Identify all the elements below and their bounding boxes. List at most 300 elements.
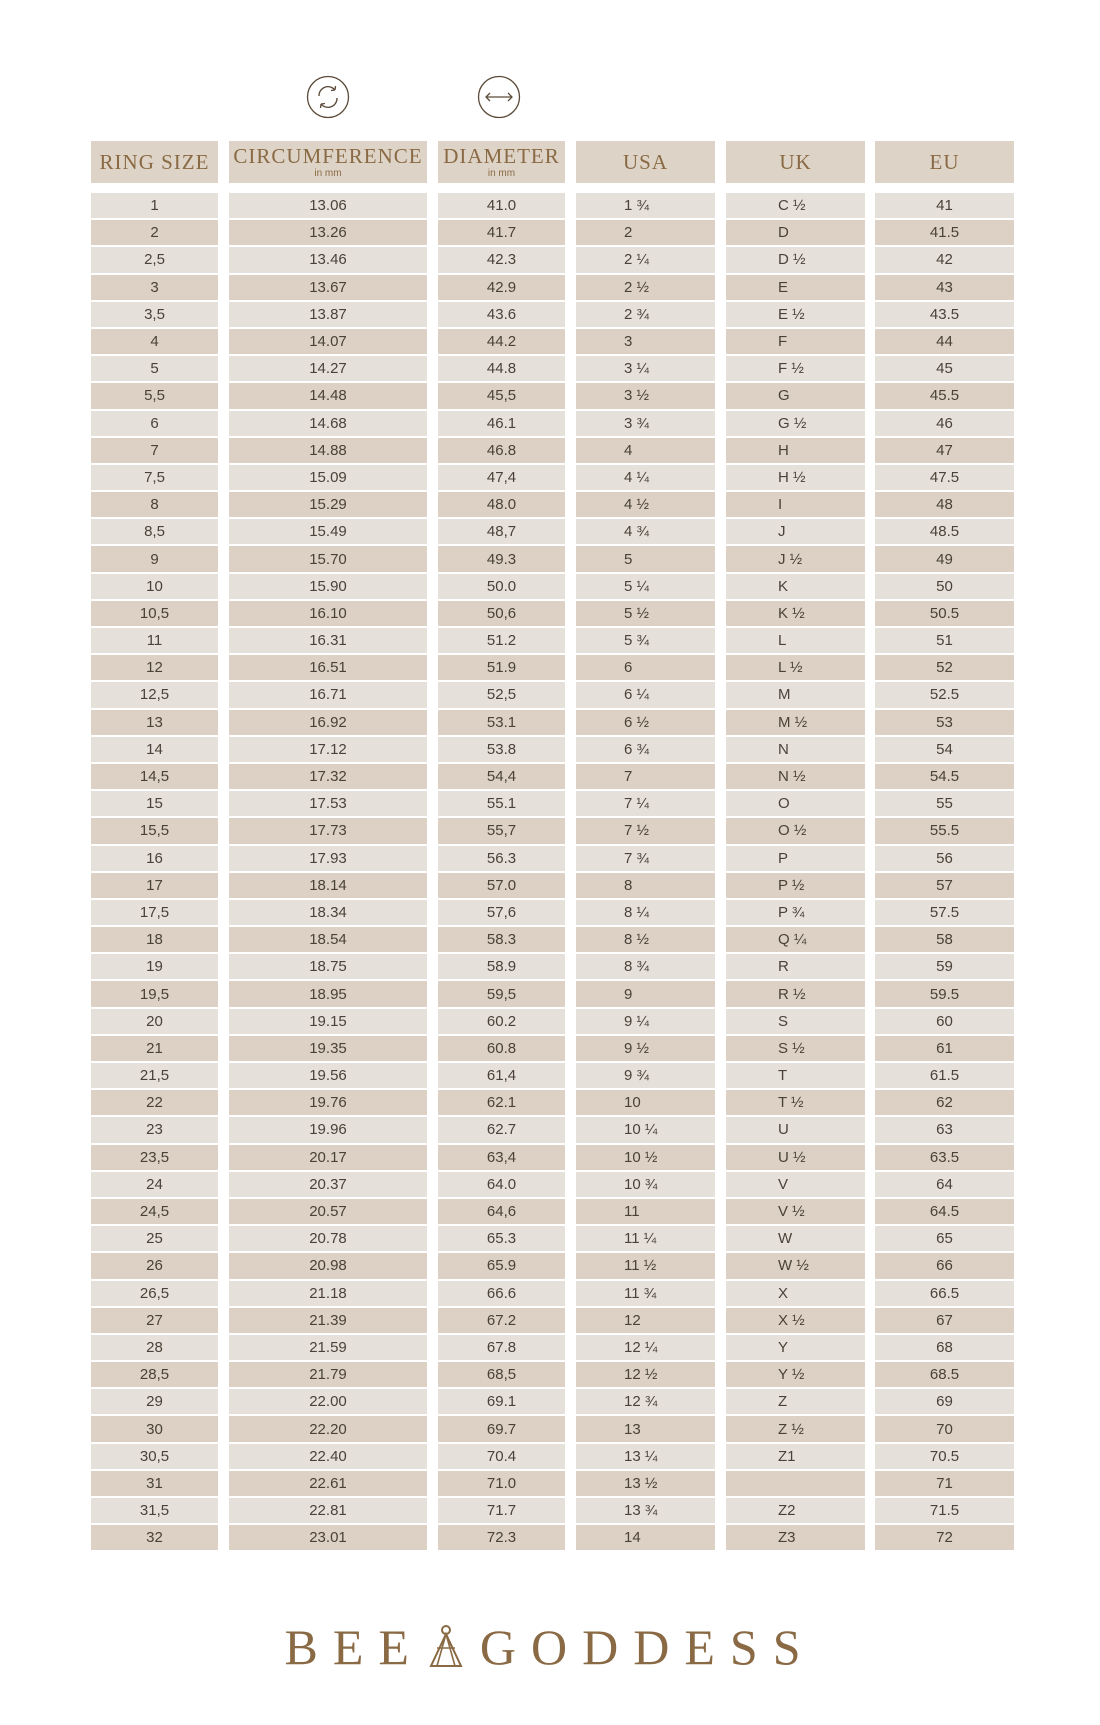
cell-uk: Z3 bbox=[726, 1525, 865, 1550]
cell-diam: 53.1 bbox=[438, 710, 565, 735]
cell-circ: 15.49 bbox=[229, 519, 427, 544]
header-label: CIRCUMFERENCE bbox=[233, 143, 423, 168]
cell-eu: 72 bbox=[875, 1525, 1014, 1550]
cell-diam: 41.0 bbox=[438, 193, 565, 218]
cell-size: 19 bbox=[91, 954, 218, 979]
column-circumference bbox=[229, 141, 427, 1552]
cell-usa: 3 ¾ bbox=[576, 411, 715, 436]
cell-uk: W bbox=[726, 1226, 865, 1251]
cell-uk: V bbox=[726, 1172, 865, 1197]
cell-uk: X ½ bbox=[726, 1308, 865, 1333]
cell-eu: 41.5 bbox=[875, 220, 1014, 245]
cell-circ: 21.18 bbox=[229, 1281, 427, 1306]
cell-circ: 16.31 bbox=[229, 628, 427, 653]
cell-usa: 2 ¾ bbox=[576, 302, 715, 327]
cell-diam: 51.9 bbox=[438, 655, 565, 680]
cell-usa: 6 ½ bbox=[576, 710, 715, 735]
cell-size: 28 bbox=[91, 1335, 218, 1360]
cell-usa: 8 ½ bbox=[576, 927, 715, 952]
cell-circ: 14.48 bbox=[229, 383, 427, 408]
cell-usa: 2 ¼ bbox=[576, 247, 715, 272]
cell-size: 16 bbox=[91, 846, 218, 871]
cell-eu: 45.5 bbox=[875, 383, 1014, 408]
cell-usa: 5 ¾ bbox=[576, 628, 715, 653]
cell-diam: 54,4 bbox=[438, 764, 565, 789]
cell-circ: 19.35 bbox=[229, 1036, 427, 1061]
cell-size: 6 bbox=[91, 411, 218, 436]
cell-eu: 66 bbox=[875, 1253, 1014, 1278]
cell-size: 17 bbox=[91, 873, 218, 898]
cell-circ: 13.67 bbox=[229, 275, 427, 300]
cell-diam: 42.3 bbox=[438, 247, 565, 272]
cell-uk: H bbox=[726, 438, 865, 463]
cell-size: 3,5 bbox=[91, 302, 218, 327]
cell-uk: H ½ bbox=[726, 465, 865, 490]
cell-size: 1 bbox=[91, 193, 218, 218]
cell-uk: N bbox=[726, 737, 865, 762]
cell-size: 26,5 bbox=[91, 1281, 218, 1306]
cell-uk: Z ½ bbox=[726, 1416, 865, 1441]
cell-diam: 43.6 bbox=[438, 302, 565, 327]
cell-eu: 54.5 bbox=[875, 764, 1014, 789]
cell-circ: 16.51 bbox=[229, 655, 427, 680]
cell-usa: 5 bbox=[576, 546, 715, 571]
cell-uk: T ½ bbox=[726, 1090, 865, 1115]
cell-uk: V ½ bbox=[726, 1199, 865, 1224]
cell-diam: 48,7 bbox=[438, 519, 565, 544]
cell-usa: 8 ¼ bbox=[576, 900, 715, 925]
cell-size: 14,5 bbox=[91, 764, 218, 789]
cell-eu: 45 bbox=[875, 356, 1014, 381]
cell-eu: 42 bbox=[875, 247, 1014, 272]
cell-size: 30,5 bbox=[91, 1444, 218, 1469]
cell-diam: 55.1 bbox=[438, 791, 565, 816]
cell-diam: 67.8 bbox=[438, 1335, 565, 1360]
cell-usa: 12 bbox=[576, 1308, 715, 1333]
cell-diam: 65.3 bbox=[438, 1226, 565, 1251]
cell-uk: Y bbox=[726, 1335, 865, 1360]
cell-circ: 16.92 bbox=[229, 710, 427, 735]
cell-size: 2 bbox=[91, 220, 218, 245]
cell-circ: 19.76 bbox=[229, 1090, 427, 1115]
cell-eu: 62 bbox=[875, 1090, 1014, 1115]
brand-word-right: GODDESS bbox=[479, 1619, 816, 1675]
header-unit: in mm bbox=[487, 167, 516, 179]
horizontal-double-arrow-icon bbox=[477, 75, 521, 119]
cell-usa: 11 bbox=[576, 1199, 715, 1224]
cell-usa: 6 bbox=[576, 655, 715, 680]
cell-diam: 51.2 bbox=[438, 628, 565, 653]
cell-diam: 48.0 bbox=[438, 492, 565, 517]
cell-uk: Y ½ bbox=[726, 1362, 865, 1387]
cell-diam: 44.2 bbox=[438, 329, 565, 354]
cell-eu: 64.5 bbox=[875, 1199, 1014, 1224]
cell-uk: T bbox=[726, 1063, 865, 1088]
cell-uk: K bbox=[726, 574, 865, 599]
cell-circ: 22.40 bbox=[229, 1444, 427, 1469]
cell-uk: R bbox=[726, 954, 865, 979]
cell-usa: 8 ¾ bbox=[576, 954, 715, 979]
cell-usa: 9 bbox=[576, 981, 715, 1006]
cell-size: 32 bbox=[91, 1525, 218, 1550]
cell-eu: 61.5 bbox=[875, 1063, 1014, 1088]
cell-size: 4 bbox=[91, 329, 218, 354]
cell-uk: O bbox=[726, 791, 865, 816]
cell-size: 27 bbox=[91, 1308, 218, 1333]
cell-circ: 15.29 bbox=[229, 492, 427, 517]
cell-usa: 10 ½ bbox=[576, 1145, 715, 1170]
cell-uk: X bbox=[726, 1281, 865, 1306]
cell-diam: 59,5 bbox=[438, 981, 565, 1006]
cell-diam: 50.0 bbox=[438, 574, 565, 599]
cell-uk bbox=[726, 1471, 865, 1496]
cell-diam: 64,6 bbox=[438, 1199, 565, 1224]
cell-eu: 65 bbox=[875, 1226, 1014, 1251]
cell-eu: 47 bbox=[875, 438, 1014, 463]
cell-diam: 69.1 bbox=[438, 1389, 565, 1414]
cell-diam: 49.3 bbox=[438, 546, 565, 571]
header-label: USA bbox=[622, 149, 668, 174]
cell-eu: 63 bbox=[875, 1117, 1014, 1142]
cell-uk: U bbox=[726, 1117, 865, 1142]
cell-usa: 4 ¾ bbox=[576, 519, 715, 544]
cell-size: 2,5 bbox=[91, 247, 218, 272]
cell-size: 26 bbox=[91, 1253, 218, 1278]
cell-diam: 72.3 bbox=[438, 1525, 565, 1550]
cell-usa: 5 ½ bbox=[576, 601, 715, 626]
column-diameter bbox=[438, 141, 565, 1552]
cell-circ: 14.68 bbox=[229, 411, 427, 436]
cell-usa: 11 ¼ bbox=[576, 1226, 715, 1251]
cell-eu: 69 bbox=[875, 1389, 1014, 1414]
cell-circ: 21.59 bbox=[229, 1335, 427, 1360]
cell-circ: 19.56 bbox=[229, 1063, 427, 1088]
cell-circ: 15.90 bbox=[229, 574, 427, 599]
cell-size: 7,5 bbox=[91, 465, 218, 490]
cell-circ: 20.98 bbox=[229, 1253, 427, 1278]
cell-eu: 52 bbox=[875, 655, 1014, 680]
cell-usa: 9 ½ bbox=[576, 1036, 715, 1061]
cell-size: 21 bbox=[91, 1036, 218, 1061]
column-uk bbox=[726, 141, 865, 1552]
cell-size: 10,5 bbox=[91, 601, 218, 626]
cell-circ: 22.20 bbox=[229, 1416, 427, 1441]
cell-diam: 42.9 bbox=[438, 275, 565, 300]
header-label: EU bbox=[929, 149, 960, 174]
cell-diam: 63,4 bbox=[438, 1145, 565, 1170]
cell-size: 23,5 bbox=[91, 1145, 218, 1170]
header-label: RING SIZE bbox=[99, 149, 210, 174]
cell-uk: O ½ bbox=[726, 818, 865, 843]
cell-eu: 63.5 bbox=[875, 1145, 1014, 1170]
cell-size: 20 bbox=[91, 1009, 218, 1034]
brand-word-left: BEE bbox=[284, 1619, 424, 1675]
cell-diam: 41.7 bbox=[438, 220, 565, 245]
cell-usa: 12 ¾ bbox=[576, 1389, 715, 1414]
cell-usa: 9 ¼ bbox=[576, 1009, 715, 1034]
header-usa bbox=[576, 141, 715, 183]
cell-usa: 13 ¼ bbox=[576, 1444, 715, 1469]
cell-diam: 57,6 bbox=[438, 900, 565, 925]
cell-diam: 62.7 bbox=[438, 1117, 565, 1142]
cell-diam: 58.9 bbox=[438, 954, 565, 979]
cell-usa: 9 ¾ bbox=[576, 1063, 715, 1088]
cell-eu: 60 bbox=[875, 1009, 1014, 1034]
cell-eu: 43 bbox=[875, 275, 1014, 300]
cell-circ: 17.53 bbox=[229, 791, 427, 816]
cell-diam: 58.3 bbox=[438, 927, 565, 952]
cell-uk: M ½ bbox=[726, 710, 865, 735]
cell-uk: D bbox=[726, 220, 865, 245]
cell-uk: S bbox=[726, 1009, 865, 1034]
cell-circ: 17.12 bbox=[229, 737, 427, 762]
cell-usa: 1 ¾ bbox=[576, 193, 715, 218]
cell-circ: 22.81 bbox=[229, 1498, 427, 1523]
header-ring-size bbox=[91, 141, 218, 183]
cell-usa: 4 bbox=[576, 438, 715, 463]
cell-circ: 16.10 bbox=[229, 601, 427, 626]
cell-eu: 47.5 bbox=[875, 465, 1014, 490]
cell-eu: 43.5 bbox=[875, 302, 1014, 327]
cell-circ: 23.01 bbox=[229, 1525, 427, 1550]
cell-diam: 70.4 bbox=[438, 1444, 565, 1469]
brand-logo bbox=[0, 1618, 1100, 1676]
cell-uk: P ½ bbox=[726, 873, 865, 898]
cell-circ: 19.15 bbox=[229, 1009, 427, 1034]
cell-diam: 50,6 bbox=[438, 601, 565, 626]
cell-circ: 17.32 bbox=[229, 764, 427, 789]
cell-size: 12 bbox=[91, 655, 218, 680]
cell-size: 12,5 bbox=[91, 682, 218, 707]
cell-size: 15,5 bbox=[91, 818, 218, 843]
cell-usa: 12 ¼ bbox=[576, 1335, 715, 1360]
cell-diam: 66.6 bbox=[438, 1281, 565, 1306]
cell-usa: 10 ¾ bbox=[576, 1172, 715, 1197]
cell-eu: 70 bbox=[875, 1416, 1014, 1441]
cell-uk: R ½ bbox=[726, 981, 865, 1006]
cell-circ: 13.87 bbox=[229, 302, 427, 327]
cell-usa: 6 ¼ bbox=[576, 682, 715, 707]
cell-size: 24 bbox=[91, 1172, 218, 1197]
cell-eu: 41 bbox=[875, 193, 1014, 218]
cell-diam: 57.0 bbox=[438, 873, 565, 898]
cell-uk: G ½ bbox=[726, 411, 865, 436]
cell-diam: 56.3 bbox=[438, 846, 565, 871]
cell-uk: M bbox=[726, 682, 865, 707]
cell-circ: 20.17 bbox=[229, 1145, 427, 1170]
cell-usa: 10 ¼ bbox=[576, 1117, 715, 1142]
cell-size: 7 bbox=[91, 438, 218, 463]
cell-uk: I bbox=[726, 492, 865, 517]
cell-eu: 57 bbox=[875, 873, 1014, 898]
cell-diam: 55,7 bbox=[438, 818, 565, 843]
cell-diam: 65.9 bbox=[438, 1253, 565, 1278]
cell-diam: 64.0 bbox=[438, 1172, 565, 1197]
cell-size: 8 bbox=[91, 492, 218, 517]
cell-eu: 55.5 bbox=[875, 818, 1014, 843]
cell-usa: 7 ½ bbox=[576, 818, 715, 843]
cell-circ: 19.96 bbox=[229, 1117, 427, 1142]
cell-circ: 16.71 bbox=[229, 682, 427, 707]
cell-usa: 3 bbox=[576, 329, 715, 354]
cell-eu: 46 bbox=[875, 411, 1014, 436]
cell-eu: 52.5 bbox=[875, 682, 1014, 707]
cell-eu: 48 bbox=[875, 492, 1014, 517]
cell-diam: 46.8 bbox=[438, 438, 565, 463]
cell-size: 29 bbox=[91, 1389, 218, 1414]
cell-uk: G bbox=[726, 383, 865, 408]
cell-diam: 52,5 bbox=[438, 682, 565, 707]
header-label: UK bbox=[779, 149, 812, 174]
cell-eu: 57.5 bbox=[875, 900, 1014, 925]
cell-size: 8,5 bbox=[91, 519, 218, 544]
cell-circ: 13.26 bbox=[229, 220, 427, 245]
cell-circ: 18.75 bbox=[229, 954, 427, 979]
header-unit: in mm bbox=[314, 167, 342, 179]
cell-uk: W ½ bbox=[726, 1253, 865, 1278]
cell-size: 30 bbox=[91, 1416, 218, 1441]
cell-diam: 60.2 bbox=[438, 1009, 565, 1034]
cell-size: 5 bbox=[91, 356, 218, 381]
cell-uk: E ½ bbox=[726, 302, 865, 327]
cell-circ: 17.93 bbox=[229, 846, 427, 871]
cell-size: 17,5 bbox=[91, 900, 218, 925]
cell-diam: 68,5 bbox=[438, 1362, 565, 1387]
cell-usa: 7 bbox=[576, 764, 715, 789]
cell-diam: 71.7 bbox=[438, 1498, 565, 1523]
header-circumference bbox=[229, 141, 427, 183]
cell-circ: 22.00 bbox=[229, 1389, 427, 1414]
cell-uk: L bbox=[726, 628, 865, 653]
cell-usa: 3 ½ bbox=[576, 383, 715, 408]
cell-diam: 60.8 bbox=[438, 1036, 565, 1061]
cell-circ: 18.54 bbox=[229, 927, 427, 952]
cell-usa: 10 bbox=[576, 1090, 715, 1115]
cell-size: 3 bbox=[91, 275, 218, 300]
cell-uk: U ½ bbox=[726, 1145, 865, 1170]
cell-circ: 15.70 bbox=[229, 546, 427, 571]
cell-uk: D ½ bbox=[726, 247, 865, 272]
cell-circ: 20.57 bbox=[229, 1199, 427, 1224]
cell-eu: 55 bbox=[875, 791, 1014, 816]
cell-eu: 59.5 bbox=[875, 981, 1014, 1006]
cell-diam: 47,4 bbox=[438, 465, 565, 490]
cell-size: 11 bbox=[91, 628, 218, 653]
cell-circ: 21.79 bbox=[229, 1362, 427, 1387]
cell-uk: J ½ bbox=[726, 546, 865, 571]
cell-eu: 68.5 bbox=[875, 1362, 1014, 1387]
cell-usa: 3 ¼ bbox=[576, 356, 715, 381]
header-uk bbox=[726, 141, 865, 183]
cell-uk: C ½ bbox=[726, 193, 865, 218]
bee-goddess-logo-icon bbox=[426, 1624, 466, 1670]
cell-usa: 7 ¾ bbox=[576, 846, 715, 871]
cell-eu: 53 bbox=[875, 710, 1014, 735]
cell-usa: 11 ¾ bbox=[576, 1281, 715, 1306]
cell-uk: N ½ bbox=[726, 764, 865, 789]
cell-eu: 68 bbox=[875, 1335, 1014, 1360]
rotate-arrows-icon bbox=[306, 75, 350, 119]
cell-size: 5,5 bbox=[91, 383, 218, 408]
cell-eu: 64 bbox=[875, 1172, 1014, 1197]
column-eu bbox=[875, 141, 1014, 1552]
cell-eu: 51 bbox=[875, 628, 1014, 653]
cell-eu: 48.5 bbox=[875, 519, 1014, 544]
cell-diam: 53.8 bbox=[438, 737, 565, 762]
cell-size: 18 bbox=[91, 927, 218, 952]
cell-uk: L ½ bbox=[726, 655, 865, 680]
cell-usa: 13 ¾ bbox=[576, 1498, 715, 1523]
cell-usa: 13 bbox=[576, 1416, 715, 1441]
cell-eu: 67 bbox=[875, 1308, 1014, 1333]
cell-uk: F bbox=[726, 329, 865, 354]
cell-size: 23 bbox=[91, 1117, 218, 1142]
cell-uk: E bbox=[726, 275, 865, 300]
cell-usa: 2 ½ bbox=[576, 275, 715, 300]
cell-usa: 14 bbox=[576, 1525, 715, 1550]
cell-size: 15 bbox=[91, 791, 218, 816]
cell-eu: 66.5 bbox=[875, 1281, 1014, 1306]
cell-size: 28,5 bbox=[91, 1362, 218, 1387]
cell-eu: 59 bbox=[875, 954, 1014, 979]
header-diameter bbox=[438, 141, 565, 183]
cell-diam: 62.1 bbox=[438, 1090, 565, 1115]
cell-circ: 20.37 bbox=[229, 1172, 427, 1197]
cell-eu: 49 bbox=[875, 546, 1014, 571]
cell-eu: 71 bbox=[875, 1471, 1014, 1496]
cell-size: 31,5 bbox=[91, 1498, 218, 1523]
cell-size: 25 bbox=[91, 1226, 218, 1251]
cell-usa: 2 bbox=[576, 220, 715, 245]
cell-circ: 18.14 bbox=[229, 873, 427, 898]
cell-circ: 14.07 bbox=[229, 329, 427, 354]
cell-circ: 14.27 bbox=[229, 356, 427, 381]
cell-circ: 18.95 bbox=[229, 981, 427, 1006]
cell-size: 21,5 bbox=[91, 1063, 218, 1088]
cell-uk: Z bbox=[726, 1389, 865, 1414]
cell-eu: 50 bbox=[875, 574, 1014, 599]
cell-uk: J bbox=[726, 519, 865, 544]
cell-circ: 22.61 bbox=[229, 1471, 427, 1496]
cell-usa: 7 ¼ bbox=[576, 791, 715, 816]
cell-usa: 5 ¼ bbox=[576, 574, 715, 599]
cell-size: 10 bbox=[91, 574, 218, 599]
cell-size: 31 bbox=[91, 1471, 218, 1496]
cell-circ: 21.39 bbox=[229, 1308, 427, 1333]
cell-size: 9 bbox=[91, 546, 218, 571]
cell-diam: 71.0 bbox=[438, 1471, 565, 1496]
cell-circ: 15.09 bbox=[229, 465, 427, 490]
cell-size: 19,5 bbox=[91, 981, 218, 1006]
cell-diam: 67.2 bbox=[438, 1308, 565, 1333]
cell-uk: P ¾ bbox=[726, 900, 865, 925]
cell-eu: 56 bbox=[875, 846, 1014, 871]
cell-diam: 45,5 bbox=[438, 383, 565, 408]
cell-eu: 54 bbox=[875, 737, 1014, 762]
cell-size: 22 bbox=[91, 1090, 218, 1115]
cell-eu: 44 bbox=[875, 329, 1014, 354]
cell-uk: S ½ bbox=[726, 1036, 865, 1061]
cell-usa: 4 ½ bbox=[576, 492, 715, 517]
cell-usa: 6 ¾ bbox=[576, 737, 715, 762]
cell-circ: 14.88 bbox=[229, 438, 427, 463]
cell-circ: 18.34 bbox=[229, 900, 427, 925]
cell-usa: 8 bbox=[576, 873, 715, 898]
cell-circ: 17.73 bbox=[229, 818, 427, 843]
cell-circ: 13.46 bbox=[229, 247, 427, 272]
cell-circ: 20.78 bbox=[229, 1226, 427, 1251]
column-ring-size bbox=[91, 141, 218, 1552]
